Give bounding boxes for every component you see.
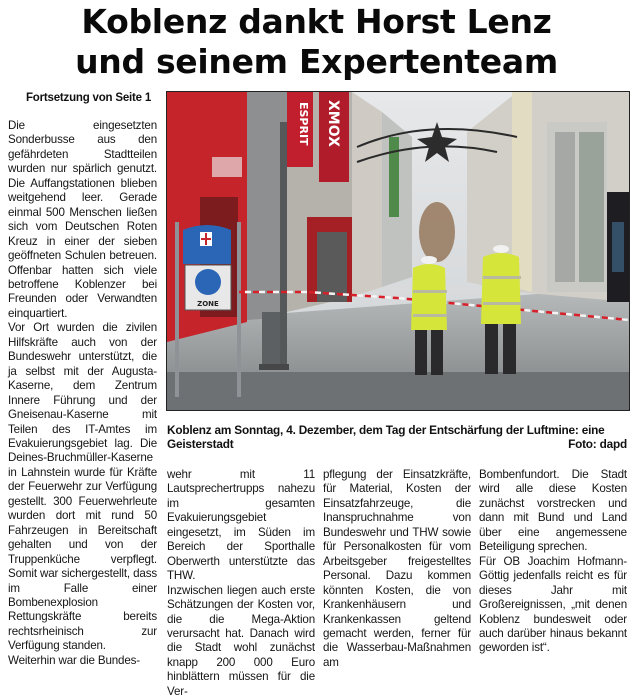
svg-text:ESPRIT: ESPRIT [297, 102, 310, 146]
article-column-1 [8, 119, 157, 668]
svg-text:ZONE: ZONE [197, 300, 219, 308]
svg-text:XMOX: XMOX [325, 100, 341, 147]
headline [0, 2, 633, 82]
news-photo [166, 91, 630, 411]
continuation-kicker: Fortsetzung von Seite 1 [25, 92, 152, 104]
paragraph: wehr mit 11 Lautsprechertrupps nahezu im gesamten Evakuierungsgebiet eingesetzt, im Süden im Bereich der Sporthalle Oberwerth unterstützte das THW. [167, 468, 315, 583]
paragraph: Weiterhin war die Bundes- [8, 653, 141, 667]
paragraph: Inzwischen liegen auch erste Schätzungen der Kosten vor, die die Mega-Aktion verursacht hat. Danach wird die Stadt wohl zunächst knapp 200 000 Euro hinblättern müssen für die Ver- [167, 583, 315, 698]
photo-caption [167, 423, 627, 451]
paragraph: pflegung der Einsatzkräfte, für Material, Kosten der Einsatzfahrzeuge, die Inanspruchnahme von Bundeswehr und THW sowie für Personalkosten für vom Arbeitsgeber freigestelltes Personal. Dazu kommen könnten Kosten, die von Krankenhäusern und Krankenkassen geltend gemacht werden, ferner für die Wasserbau-Maßnahmen am [323, 468, 471, 669]
article-column-4 [479, 468, 627, 656]
paragraph: Die eingesetzten Sonderbusse aus den gefährdeten Stadtteilen wurden nur spärlich genutzt. Die Auffangstationen blieben weitgehend leer. Gerade einmal 500 Menschen ließen sich vom Deutschen Roten Kreuz in einer der sieben geöffneten Schulen betreuen. Offenbar hatten sich viele betroffene Koblenzer bei Freunden oder Verwandten einquartiert. [8, 119, 157, 320]
headline-line-2: und seinem Expertenteam [75, 42, 558, 81]
article-column-3 [323, 468, 471, 670]
photo-credit: Foto: dapd [568, 437, 627, 451]
caption-text: Koblenz am Sonntag, 4. Dezember, dem Tag der Entschärfung der Luftmine: eine Geisterstadt [167, 423, 605, 451]
article-column-2 [167, 468, 315, 699]
paragraph: Vor Ort wurden die zivilen Hilfskräfte auch von der Bundeswehr unterstützt, die ja selbst mit der Augusta-Kaserne, dem Zentrum Innere Führung und der Gneisenau-Kaserne mit Teilen des IT-Amtes im Evakuierungsgebiet lag. Die Deines-Bruchmüller-Kaserne in Lahnstein wurde für Kräfte der Feuerwehr zur Verfügung gestellt. 300 Feuerwehrleute wurden dort mit rund 50 Fahrzeugen in Bereitschaft gehalten und von der Truppenküche verpflegt. Somit war sichergestellt, dass im Falle einer Bombenexplosion Rettungskräfte bereits rechtsrheinisch zur Verfügung standen. [8, 321, 157, 653]
paragraph: Für OB Joachim Hofmann-Göttig jedenfalls reicht es für dieses Jahr mit Großereignissen, „mit denen Koblenz bundesweit oder auch darüber hinaus bekannt geworden ist“. [479, 554, 627, 655]
paragraph: Bombenfundort. Die Stadt wird alle diese Kosten zunächst vorstrecken und dann mit Bund und Land über eine angemessene Beteiligung sprechen. [479, 468, 627, 554]
headline-line-1: Koblenz dankt Horst Lenz [81, 2, 552, 41]
street-scene-image [167, 92, 629, 410]
